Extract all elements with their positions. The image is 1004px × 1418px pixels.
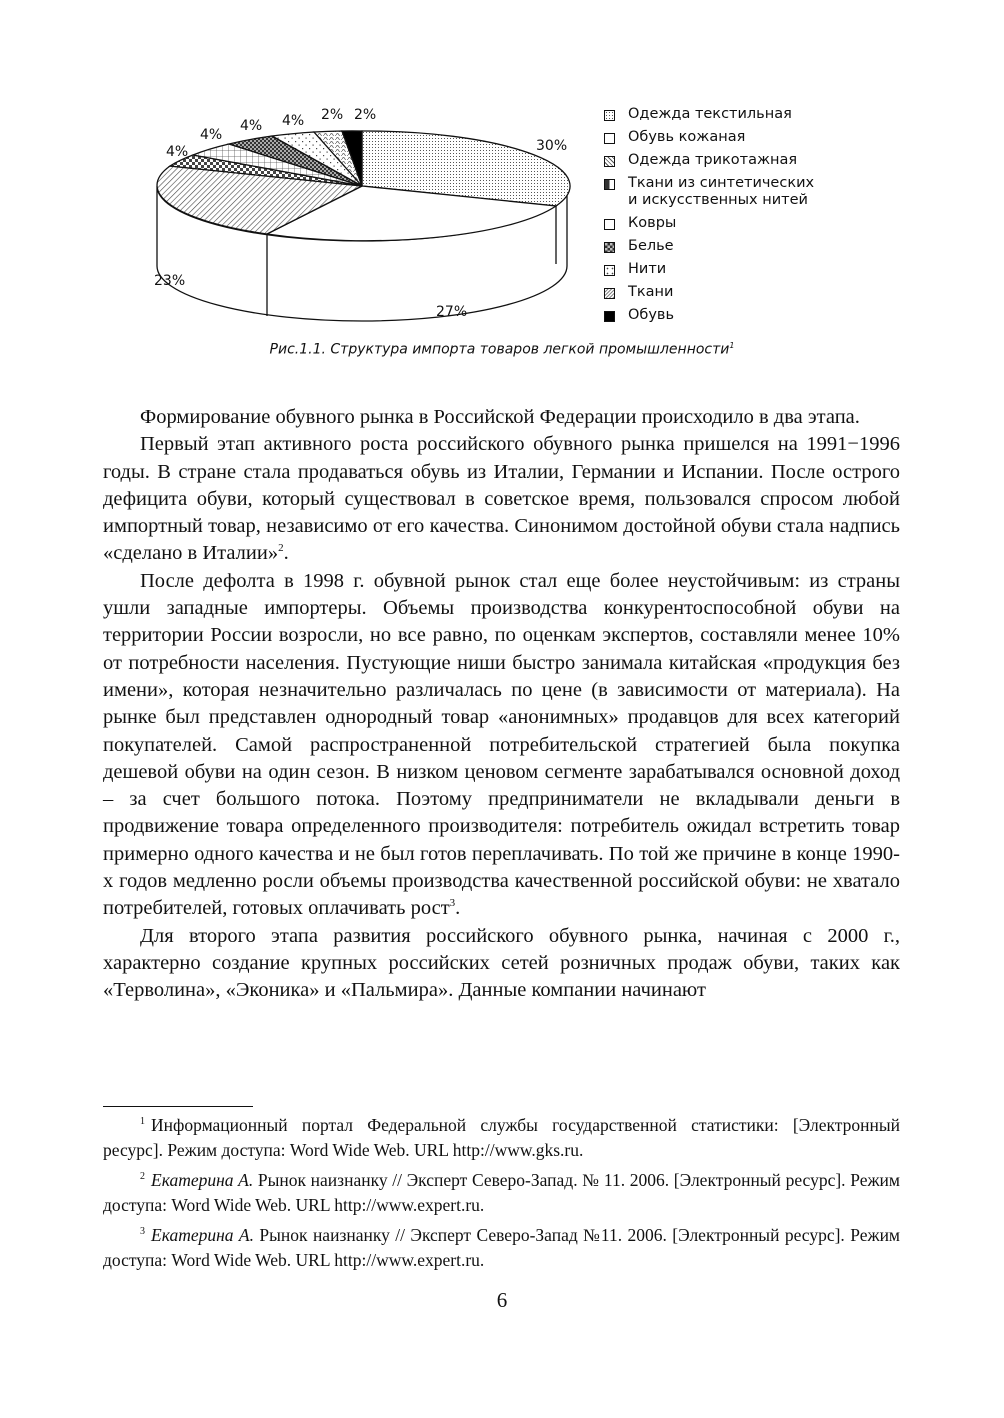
pct-label-threads: 4% — [282, 113, 305, 129]
legend-item-synthetic-fabrics — [604, 175, 814, 215]
figure-caption: Рис.1.1. Структура импорта товаров легкой промышленности$^1$ — [269, 341, 735, 358]
footnote-divider — [103, 1106, 253, 1107]
fine-dots-swatch-icon — [604, 110, 615, 121]
white-swatch-icon — [604, 133, 615, 144]
legend-label-line1: Ткани из синтетических — [628, 175, 815, 191]
legend-item-textile-clothing: Одежда текстильная — [604, 106, 814, 129]
paragraph: Первый этап активного роста российского обувного рынка пришелся на 1991−1996 годы. В стране стала продаваться обувь из Италии, Германии и Испании. После острого дефицита обуви, который существовал в советское время, пользовался спросом любой импортный товар, независимо от его качества. Синонимом достойной обуви стала надпись «сделано в Италии»$^2$. — [103, 433, 900, 565]
legend-item-knitwear: Одежда трикотажная — [604, 152, 814, 175]
legend-item-threads: Нити — [604, 261, 814, 284]
waves-swatch-icon — [604, 288, 615, 299]
legend-item-shoes: Обувь — [604, 307, 814, 330]
checker-swatch-icon — [604, 179, 615, 190]
footnote-author: Екатерина А. — [151, 1170, 254, 1190]
footnote-ref[interactable]: 3 — [449, 897, 456, 910]
legend-item-leather-shoes: Обувь кожаная — [604, 129, 814, 152]
paragraph: Формирование обувного рынка в Российской Федерации происходило в два этапа. — [140, 406, 860, 428]
pct-label-underwear: 4% — [240, 118, 263, 134]
sparse-dots-swatch-icon — [604, 265, 615, 276]
pct-label-textile-clothing: 30% — [536, 138, 568, 154]
footnote-ref[interactable]: 2 — [278, 542, 284, 555]
pie-chart-figure — [0, 0, 1004, 340]
legend-item-carpets: Ковры — [604, 215, 814, 238]
footnotes — [103, 1113, 900, 1278]
legend-item-fabrics: Ткани — [604, 284, 814, 307]
body-text — [103, 404, 900, 1005]
pct-label-fabrics: 2% — [321, 107, 344, 123]
page-number: 6 — [496, 1288, 508, 1312]
paragraph: После дефолта в 1998 г. обувной рынок стал еще более неустойчивым: из страны ушли западные импортеры. Объемы производства конкурентоспособной обуви на территории России возросли, но все равно, по оценкам экспертов, составляли менее 10% от потребности населения. Пустующие ниши быстро занимала китайская «продукция без имени», которая незначительно различалась по цене (в зависимости от материала). На рынке был представлен однородный товар «анонимных» продавцов для всех категорий покупателей. Самой распространенной потребительской стратегией была покупка дешевой обуви на один сезон. В низком ценовом сегменте зарабатывался основной доход – за счет большого потока. Поэтому предприниматели не вкладывали деньги в продвижение товара определенного производителя: потребитель ожидал встретить товар примерно одного качества и не был готов переплачивать. По той же причине в конце 1990-х годов медленно росли объемы производства качественной российской обуви: не хватало потребителей, готовых оплачивать рост$^3$. — [103, 569, 900, 920]
footnote-3: $^3$ Екатерина А. Рынок наизнанку // Эксперт Северо-Запад №11. 2006. [Электронный ресурс]. Режим доступа: Word Wide Web. URL http://www.expert.ru. — [103, 1225, 901, 1270]
caption-footnote-ref: 1 — [729, 341, 735, 350]
legend-item-underwear: Белье — [604, 238, 814, 261]
pct-label-synthetic-fabrics: 4% — [166, 144, 189, 160]
footnote-2: $^2$ Екатерина А. Рынок наизнанку // Эксперт Северо-Запад. № 11. 2006. [Электронный ресурс]. Режим доступа: Word Wide Web. URL http://www.expert.ru. — [103, 1170, 900, 1215]
grid-swatch-icon — [604, 219, 615, 230]
dense-checker-swatch-icon — [604, 242, 615, 253]
black-swatch-icon — [604, 311, 615, 322]
paragraph: Для второго этапа развития российского обувного рынка, начиная с 2000 г., характерно создание крупных российских сетей розничных продаж обуви, таких как «Терволина», «Эконика» и «Пальмира». Данные компании начинают — [103, 924, 900, 1002]
legend-label-line2: и искусственных нитей — [628, 192, 808, 208]
pct-label-knitwear: 23% — [154, 273, 186, 289]
pie-chart — [0, 0, 600, 340]
footnote-author: Екатерина А. — [151, 1225, 255, 1245]
hatch-swatch-icon — [604, 156, 615, 167]
pct-label-carpets: 4% — [200, 127, 223, 143]
pct-label-shoes: 2% — [354, 107, 377, 123]
chart-legend — [604, 106, 814, 330]
pct-label-leather-shoes: 27% — [436, 304, 468, 320]
footnote-1: $^1$ Информационный портал Федеральной службы государственной статистики: [Электронный ресурс]. Режим доступа: Word Wide Web. URL http://www.gks.ru. — [103, 1115, 900, 1160]
